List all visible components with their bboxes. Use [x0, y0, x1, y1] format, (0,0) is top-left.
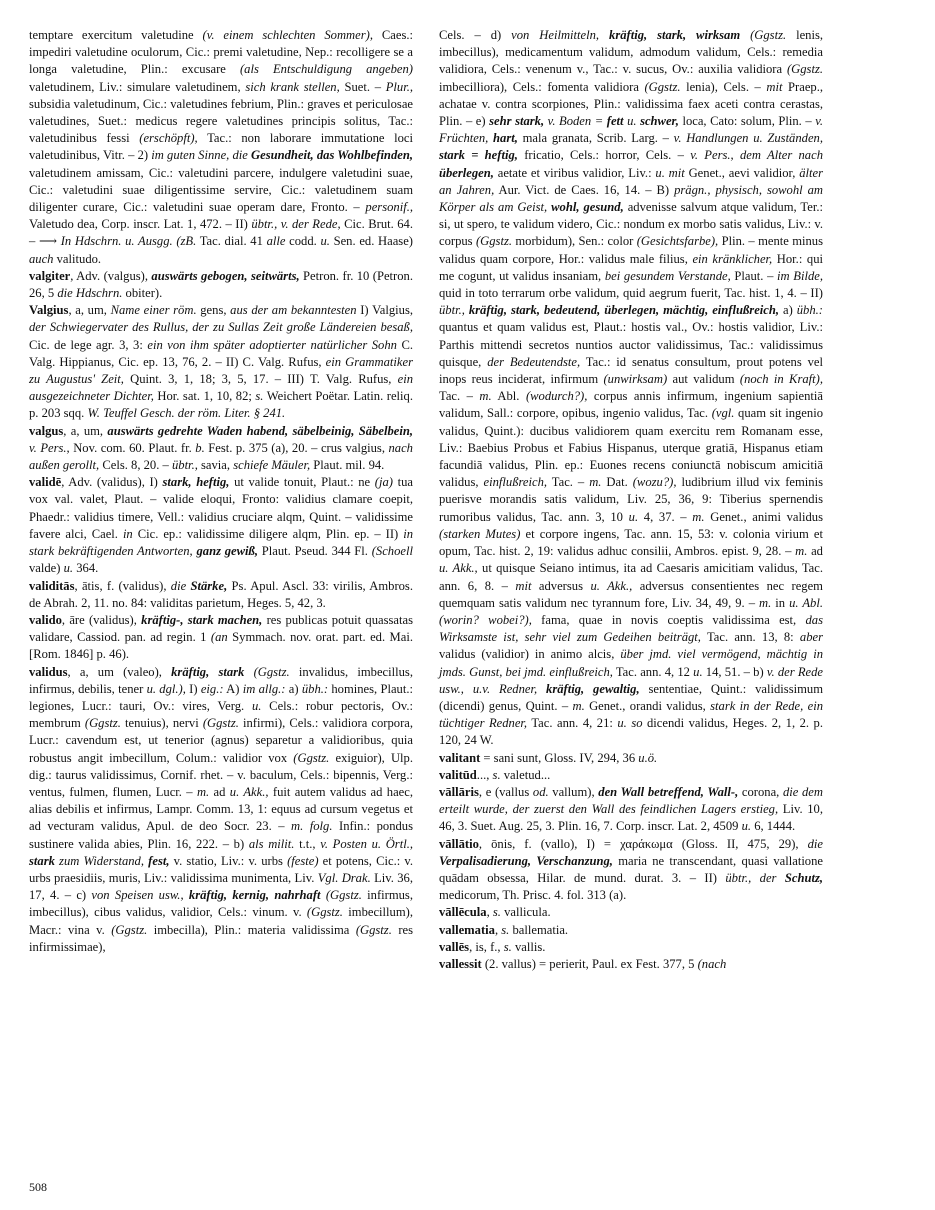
dictionary-entry-vallatio: vāllātio, ōnis, f. (vallo), I) = χαράκωμα (Gloss. II, 475, 29), die Verpalisadierung, Verschanzung, maria ne transcendant, quasi vallatione quādam obsessa, Hilar. de mund. durat. 3. – II) übtr., der Schutz, medicorum, Th. Prisc. 4. fol. 313 (a). [439, 836, 823, 903]
dictionary-entry-vallematia: vallematia, s. ballematia. [439, 922, 569, 937]
dictionary-entry-valido: valido, āre (validus), kräftig-, stark machen, res publicas potuit quassatas validare, Cassiod. pan. ad regin. 1 (an Symmach. nov. orat. part. ed. Mai. [Rom. 1846] p. 46). [29, 612, 413, 662]
dictionary-entry-valitud: valitūd..., s. valetud... [439, 767, 551, 782]
dictionary-entry-valide: validē, Adv. (validus), I) stark, heftig, ut valide tonuit, Plaut.: ne (ja) tua vox val. valet, Plaut. – valide eloqui, Fronto: validius clamare coepit, Phaedr.: validius timere, Vell.: validius cruciare alqm, Quint. – validissime favere alci, Cael. in Cic. ep.: validissime diligere alqm, Plin. ep. – II) in stark bekräftigenden Antworten, ganz gewiß, Plaut. Pseud. 344 Fl. (Schoell valde) u. 364. [29, 475, 413, 576]
dictionary-entry-valetudo-cont: temptare exercitum valetudine (v. einem schlechten Sommer), Caes.: impediri valetudine oculorum, Cic.: premi valetudine, Nep.: recolligere se a longa valetudine, Plin.: excusare (als Entschuldigung angeben) valetudinem, Liv.: simulare valetudinem, sich krank stellen, Suet. – Plur., subsidia valetudinum, Cic.: valetudines febrium, Plin.: graves et periculosae valetudines, Suet.: medicus regere valetudines principis solitus, Tac.: valetudinibus fessi (erschöpft), Tac.: non laborare immutatione loci valetudinibus, Vitr. – 2) im guten Sinne, die Gesundheit, das Wohlbefinden, valetudinem amissam, Cic.: valetudini parcere, indulgere valetudini suae, Cic.: valetudini suae diligentissime servire, Cic.: valetudinem suam diligenter curare, Cic.: valetudini suae operam dare, Fronto. – personif., Valetudo dea, Corp. inscr. Lat. 1, 472. – II) übtr., v. der Rede, Cic. Brut. 64. – ⟶ In Hdschrn. u. Ausgg. (zB. Tac. dial. 41 alle codd. u. Sen. ed. Haase) auch valitudo. [29, 28, 413, 266]
dictionary-entry-validitas: validitās, ātis, f. (validus), die Stärke, Ps. Apul. Ascl. 33: virilis, Ambros. de Abrah. 2, 11. no. 84: validitas parietum, Heges. 5, 42, 3. [29, 578, 413, 610]
dictionary-entry-valgus: valgus, a, um, auswärts gedrehte Waden habend, säbelbeinig, Säbelbein, v. Pers., Nov. com. 60. Plaut. fr. b. Fest. p. 375 (a), 20. – crus valgius, nach außen gerollt, Cels. 8, 20. – übtr., savia, schiefe Mäuler, Plaut. mil. 94. [29, 423, 413, 473]
page-number: 508 [29, 1180, 47, 1194]
dictionary-entry-Valgius: Valgius, a, um, Name einer röm. gens, aus der am bekanntesten I) Valgius, der Schwiegervater des Rullus, der zu Sullas Zeit große Ländereien besaß, Cic. de lege agr. 3, 3: ein von ihm später adoptierter natürlicher Sohn C. Valg. Hippianus, Cic. ep. 13, 76, 2. – II) C. Valg. Rufus, ein Grammatiker zu Augustus' Zeit, Quint. 3, 1, 18; 3, 5, 17. – III) T. Valg. Rufus, ein ausgezeichneter Dichter, Hor. sat. 1, 10, 82; s. Weichert Poëtar. Latin. reliq. p. 203 sqq. W. Teuffel Gesch. der röm. Liter. § 241. [29, 303, 414, 421]
dictionary-entry-vallessit: vallessit (2. vallus) = perierit, Paul. ex Fest. 377, 5 (nach [439, 956, 727, 971]
dictionary-entry-validus: validus, a, um (valeo), kräftig, stark (Ggstz. invalidus, imbecillus, infirmus, debilis, tener u. dgl.), I) eig.: A) im allg.: a) übh.: homines, Plaut.: legiones, Lucr.: tauri, Ov.: vires, Verg. u. Cels.: robur pectoris, Ov.: membrum (Ggstz. tenuius), nervi (Ggstz. infirmi), Cels.: validiora corpora, Lucr.: cavendum est, ut tenerior (agnus) separetur a validioribus, quia robustus angit imbecillum, Colum.: validior vox (Ggstz. exiguior), Ulp. dig.: taurus validissimus, Cornif. rhet. – v. baculum, Cels.: bipennis, Verg.: ventus, fulmen, flumen, Lucr. – m. ad u. Akk., fuit autem validus ad haec, alias debilis et infirmus, Lampr. Comm. 13, 1: equus ad cursum vegetus et ad vecturam validus, Apul. de deo Socr. 23. – m. folg. Infin.: pondus sustinere valida abies, Plin. 16, 222. – b) als milit. t.t., v. Posten u. Örtl., stark zum Widerstand, fest, v. statio, Liv.: v. urbs (feste) et potens, Cic.: v. urbs praesidiis, muris, Liv.: validissima munimenta, Liv. Vgl. Drak. Liv. 36, 17, 4. – c) von Speisen usw., kräftig, kernig, nahrhaft (Ggstz. infirmus, imbecillus), cibus validus, validior, Cels.: vinum. v. (Ggstz. imbecillum), Macr.: vina v. (Ggstz. imbecilla), Plin.: materia validissima (Ggstz. res infirmissimae), [29, 664, 414, 954]
dictionary-entry-validus-cont: Cels. – d) von Heilmitteln, kräftig, stark, wirksam (Ggstz. lenis, imbecillus), medicamentum validum, admodum validum, Cels.: remedia validiora, Cels.: venenum v., Tac.: v. sucus, Ov.: auxilia validiora (Ggstz. imbecilliora), Cels.: fomenta validiora (Ggstz. lenia), Cels. – mit Praep., achatae v. contra scorpiones, Plin.: validissima faex aceti contra cerastas, Plin. – e) sehr stark, v. Boden = fett u. schwer, loca, Cato: solum, Plin. – v. Früchten, hart, mala granata, Scrib. Larg. – v. Handlungen u. Zuständen, stark = heftig, fricatio, Cels.: horror, Cels. – v. Pers., dem Alter nach überlegen, aetate et viribus validior, Liv.: u. mit Genet., aevi validior, älter an Jahren, Aur. Vict. de Caes. 16, 14. – B) prägn., physisch, sowohl am Körper als am Geist, wohl, gesund, advenisse salvum atque validum, Ter.: si, ut spero, te validum videro, Cic.: nondum ex morbo satis validus, Liv.: v. corpus (Ggstz. morbidum), Sen.: color (Gesichtsfarbe), Plin. – mente minus validus quam corpore, Hor.: validus male filius, ein kränklicher, Hor.: qui me cogunt, ut validus insaniam, bei gesundem Verstande, Plaut. – im Bilde, quid in toto terrarum orbe validum, quid aegrum fuerit, Tac. hist. 1, 4. – II) übtr., kräftig, stark, bedeutend, überlegen, mächtig, einflußreich, a) übh.: quantus et quam validus est, Plaut.: hostis val., Ov.: hostis validior, Liv.: Parthis mittendi secretos nuntios auctor validissimus, Tac.: validissimus quisque, der Bedeutendste, Tac.: id senatus consultum, prout potens vel inops reus inciderat, infirmum (unwirksam) aut validum (noch in Kraft), Tac. – m. Abl. (wodurch?), corpus annis infirmum, ingenium sapientiā validum, Sall.: corpore, opibus, ingenio validus, Tac. (vgl. quam sit ingenio validus, Quint.): ducibus validiorem quam exercitu rem Romanam esse, Liv.: Baebius Probus et Fabius Hispanus, uterque gratiā, Hispanus etiam facundiā validus, Plin. ep.: Euones recens coniunctā nobiscum amicitiā validus, einflußreich, Tac. – m. Dat. (wozu?), ludibrium illud vix feminis puerisve morandis satis validum, Liv. 25, 36, 9: Tiberius spernendis rumoribus validus, Tac. ann. 3, 10 u. 4, 37. – m. Genet., animi validus (starken Mutes) et corpore ingens, Tac. ann. 15, 53: v. colonia virium et opum, Tac. hist. 2, 19: validus adhuc consilii, Ambros. epist. 9, 28. – m. ad u. Akk., ut quisque Seiano intimus, ita ad Caesaris amicitiam validus, Tac. ann. 6, 8. – mit adversus u. Akk., adversus consentientes nec regem quemquam satis validum nec tyrannum fore, Liv. 34, 49, 9. – m. in u. Abl. (worin? wobei?), fama, quae in novis coeptis validissima est, das Wirksamste ist, sehr viel zum Gedeihen beiträgt, Tac. ann. 13, 8: aber validus (validior) in animo alcis, über jmd. viel vermögend, mächtig in jmds. Gunst, bei jmd. einflußreich, Tac. ann. 4, 12 u. 14, 51. – b) v. der Rede usw., u.v. Redner, kräftig, gewaltig, sententiae, Quint.: validissimum (dicendi) genus, Quint. – m. Genet., orandi validus, stark in der Rede, ein tüchtiger Redner, Tac. ann. 4, 21: u. so dicendi validus, Heges. 2, 1, 2. p. 120, 24 W. [439, 28, 824, 748]
right-column [439, 27, 823, 973]
dictionary-entry-vallaris: vāllāris, e (vallus od. vallum), den Wall betreffend, Wall-, corona, die dem erteilt wurde, der zuerst den Wall des feindlichen Lagers erstieg, Liv. 10, 46, 3. Suet. Aug. 25, 3. Plin. 16, 7. Corp. inscr. Lat. 2, 4509 u. 6, 1444. [439, 784, 824, 834]
dictionary-entry-valgiter: valgiter, Adv. (valgus), auswärts gebogen, seitwärts, Petron. fr. 10 (Petron. 26, 5 die Hdschrn. obiter). [29, 268, 413, 301]
dictionary-entry-vallecula: vāllēcula, s. vallicula. [439, 905, 551, 920]
dictionary-entry-valitant: valitant = sani sunt, Gloss. IV, 294, 36 u.ö. [439, 750, 658, 765]
left-column [29, 27, 413, 956]
dictionary-entry-valles: vallēs, is, f., s. vallis. [439, 939, 546, 954]
